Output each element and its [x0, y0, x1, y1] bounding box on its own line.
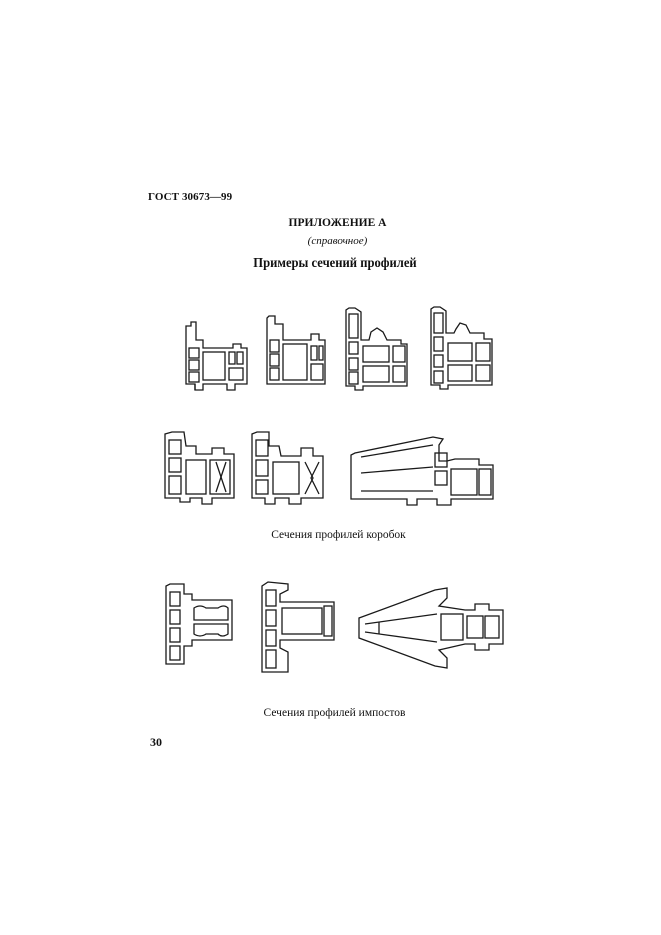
frame-profile-7-drawing — [347, 433, 499, 509]
standard-code: ГОСТ 30673—99 — [148, 191, 233, 203]
frame-profile-6-drawing — [249, 428, 329, 508]
appendix-title: ПРИЛОЖЕНИЕ А — [288, 217, 387, 229]
caption-mullion-profiles: Сечения профилей импостов — [263, 707, 406, 719]
caption-frame-profiles: Сечения профилей коробок — [271, 529, 406, 541]
appendix-subtitle: (справочное) — [307, 235, 368, 247]
page-heading: Примеры сечений профилей — [253, 256, 417, 271]
frame-profile-5-drawing — [162, 428, 240, 506]
frame-profile-2-drawing — [263, 312, 333, 390]
page-number: 30 — [150, 735, 162, 749]
frame-profile-1-drawing — [183, 318, 253, 392]
mullion-profile-1-drawing — [162, 580, 242, 670]
frame-profile-3-drawing — [343, 304, 415, 392]
frame-profile-4-drawing — [428, 303, 500, 391]
mullion-profile-3-drawing — [355, 580, 511, 676]
mullion-profile-2-drawing — [258, 578, 344, 678]
